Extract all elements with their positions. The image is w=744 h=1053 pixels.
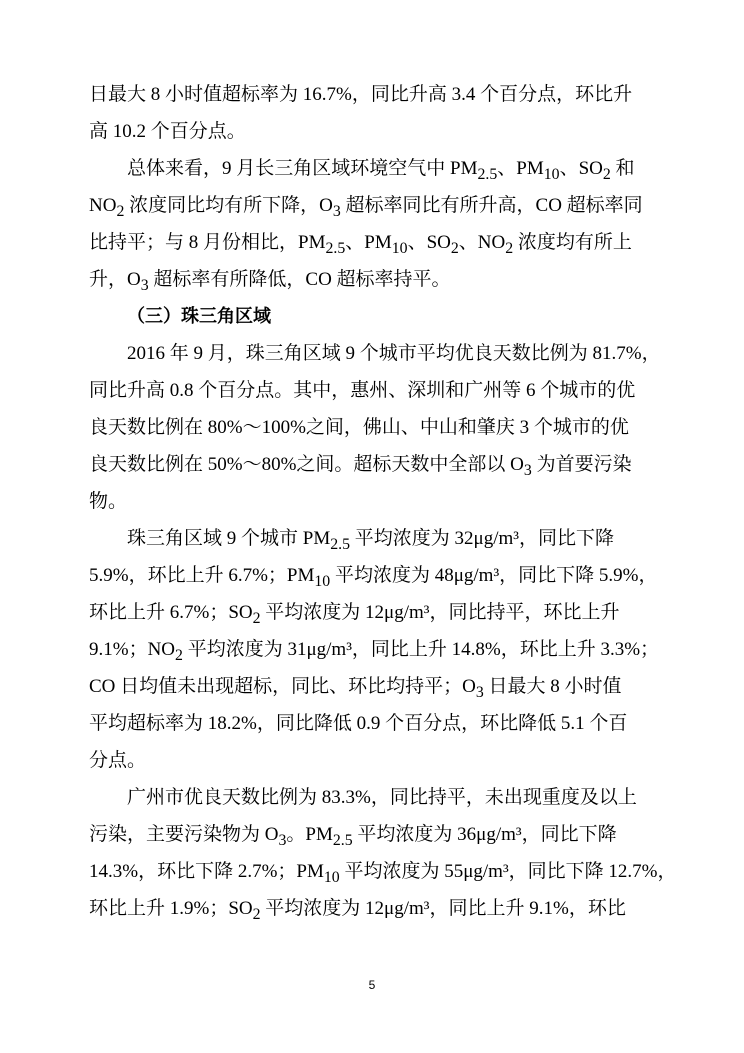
text-line: 物。 [89, 491, 128, 512]
paragraph-start: 珠三角区域 9 个城市 $PM_{2.5}$ 平均浓度为 32μg/m³，同比下降 [127, 528, 614, 553]
text-line: 同比升高 0.8 个百分点。其中，惠州、深圳和广州等 6 个城市的优 [89, 380, 636, 401]
text-line: 高 10.2 个百分点。 [89, 121, 246, 142]
paragraph-start: 2016 年 9 月，珠三角区域 9 个城市平均优良天数比例为 81.7%， [127, 343, 661, 364]
text-line: 14.3%，环比下降 2.7%；$PM_{10}$ 平均浓度为 55μg/m³，同比下降 12.7%， [89, 861, 677, 886]
text-line: 5.9%，环比上升 6.7%；$PM_{10}$ 平均浓度为 48μg/m³，同比下降 5.9%， [89, 565, 658, 590]
text-line: 日最大 8 小时值超标率为 16.7%，同比升高 3.4 个百分点，环比升 [89, 84, 633, 105]
text-line: 良天数比例在 80%～100%之间，佛山、中山和肇庆 3 个城市的优 [89, 417, 629, 438]
text-line: 升，$O_3$ 超标率有所降低，CO 超标率持平。 [89, 269, 451, 294]
document-body [89, 76, 677, 927]
paragraph-start: 广州市优良天数比例为 83.3%，同比持平，未出现重度及以上 [127, 787, 637, 808]
text-line: 污染，主要污染物为 $O_3$。$PM_{2.5}$ 平均浓度为 36μg/m³，同比下降 [89, 824, 617, 849]
section-heading: （三）珠三角区域 [127, 306, 271, 327]
text-line: 9.1%；$NO_2$ 平均浓度为 31μg/m³，同比上升 14.8%，环比上升 3.3%； [89, 639, 660, 664]
text-line: 分点。 [89, 750, 147, 771]
paragraph-start: 总体来看，9 月长三角区域环境空气中 $PM_{2.5}$、$PM_{10}$、$SO_2$ 和 [127, 158, 635, 183]
text-line: 环比上升 1.9%；$SO_2$ 平均浓度为 12μg/m³，同比上升 9.1%，环比 [89, 898, 626, 923]
text-line: 环比上升 6.7%；$SO_2$ 平均浓度为 12μg/m³，同比持平，环比上升 [89, 602, 620, 627]
text-line: $NO_2$ 浓度同比均有所下降，$O_3$ 超标率同比有所升高，CO 超标率同 [89, 195, 643, 220]
text-line: CO 日均值未出现超标，同比、环比均持平；$O_3$ 日最大 8 小时值 [89, 676, 622, 701]
text-line: 比持平；与 8 月份相比，$PM_{2.5}$、$PM_{10}$、$SO_2$、$NO_2$ 浓度均有所上 [89, 232, 632, 257]
page-number: 5 [368, 978, 376, 992]
text-line: 平均超标率为 18.2%，同比降低 0.9 个百分点，环比降低 5.1 个百 [89, 713, 628, 734]
text-line: 良天数比例在 50%～80%之间。超标天数中全部以 $O_3$ 为首要污染 [89, 454, 632, 479]
